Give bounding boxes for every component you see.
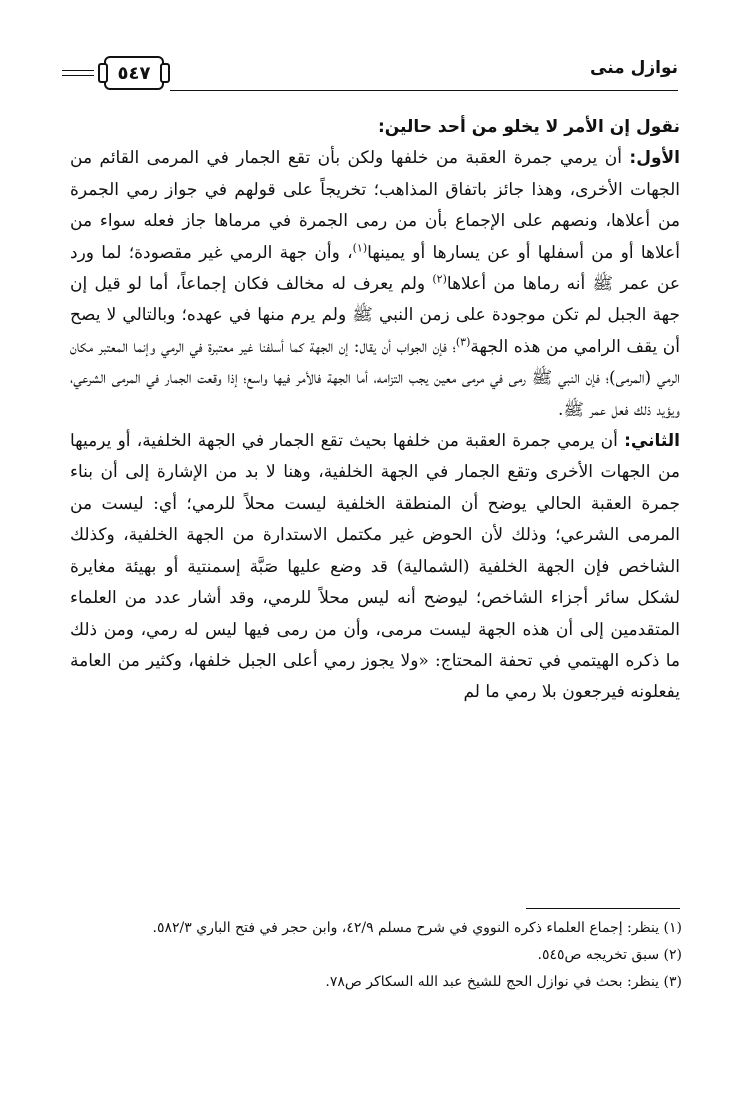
- paragraph-text: ؛ فإن الجواب أن يقال: إن الجهة كما أسلفنا غير معتبرة في الرمي وإنما المعتبر مكان الرمي (المرمى)؛ فإن النبي ﷺ رمى في مرمى معين يجب التزامه، أما الجهة فالأمر فيها واسع؛ إذا وقعت الجمار في المرمى الشرعي، ويؤيد ذلك فعل عمر ﷺ.: [70, 336, 680, 420]
- paragraph-second-case: [70, 426, 680, 709]
- footnote: (١) ينظر: إجماع العلماء ذكره النووي في شرح مسلم ٤٢/٩، وابن حجر في فتح الباري ٥٨٢/٣.: [152, 920, 682, 936]
- page-number: ٥٤٧: [117, 62, 151, 84]
- header-ornament-line: [62, 75, 94, 76]
- footnote-marker[interactable]: (٢): [432, 272, 447, 286]
- paragraph-lead: الأول:: [629, 148, 680, 169]
- paragraph-text: ولم يعرف له مخالف فكان إجماعاً، أما لو قيل إن جهة الجبل لم تكن موجودة على زمن النبي ﷺ ولم يرم منها في عهده؛ وبالتالي لا يصح أن يقف الرامي من هذه الجهة: [70, 274, 680, 357]
- footnotes: [70, 916, 682, 997]
- paragraph-lead: الثاني:: [624, 431, 680, 452]
- footnote-marker[interactable]: (٣): [455, 335, 471, 349]
- intro-heading: نقول إن الأمر لا يخلو من أحد حالين:: [377, 117, 680, 137]
- paragraph-text: أن يرمي جمرة العقبة من خلفها ولكن بأن تقع الجمار في المرمى القائم من الجهات الأخرى، وهذا جائز باتفاق المذاهب؛ تخريجاً على قولهم في جواز رمي الجمرة من أعلاها، ونصهم على الإجماع بأن من رمى الجمرة في مرماها جاز فعله سواء من أعلاها أو من أسفلها أو عن يسارها أو يمينها: [70, 148, 680, 263]
- paragraph-text: ، وأن جهة الرمي غير مقصودة؛ لما ورد عن عمر ﷺ أنه رماها من أعلاها: [70, 242, 680, 295]
- main-text: [70, 112, 680, 709]
- footnote-marker[interactable]: (١): [352, 240, 368, 254]
- paragraph-first-case: [70, 143, 680, 426]
- page-header: [62, 56, 678, 96]
- header-ornament-line: [62, 70, 94, 71]
- running-title: نوازل منى: [590, 58, 678, 78]
- footnote-separator: [526, 908, 680, 909]
- footnote: (٢) سبق تخريجه ص٥٤٥.: [537, 947, 682, 963]
- page-number-frame: [104, 56, 164, 90]
- paragraph-text: أن يرمي جمرة العقبة من خلفها بحيث تقع الجمار في الجهة الخلفية، أو يرميها من الجهات الأخرى وتقع الجمار في الجهة الخلفية، وهنا لا بد من الإشارة إلى أن بناء جمرة العقبة الحالي يوضح أن المنطقة الخلفية ليست محلاً للرمي؛ أي: ليست من المرمى الشرعي؛ وذلك لأن الحوض غير مكتمل الاستدارة من الجهة الخلفية، وكذلك الشاخص فإن الجهة الخلفية (الشمالية) قد وضع عليها صَبَّة إسمنتية أو بهيئة مغايرة لشكل سائر أجزاء الشاخص؛ ليوضح أنه ليس محلاً للرمي، وقد أشار عدد من العلماء المتقدمين إلى أن هذه الجهة ليست مرمى، وأن من رمى فيها ليس له رمي، ومن ذلك ما ذكره الهيتمي في تحفة المحتاج: «ولا يجوز رمي أعلى الجبل خلفها، وكثير من العامة يفعلونه فيرجعون بلا رمي ما لم: [70, 431, 680, 703]
- header-rule: [170, 90, 678, 91]
- footnote: (٣) ينظر: بحث في نوازل الحج للشيخ عبد الله السكاكر ص٧٨.: [325, 974, 682, 990]
